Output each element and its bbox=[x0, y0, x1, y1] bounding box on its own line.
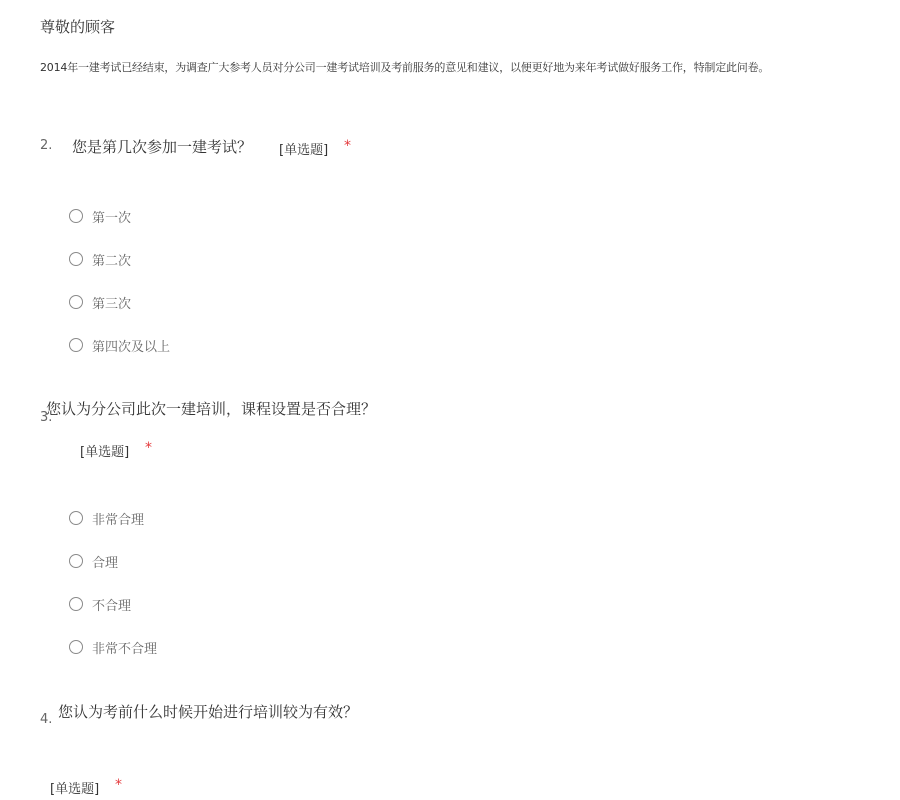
survey-intro: 2014年一建考试已经结束，为调查广大参考人员对分公司一建考试培训及考前服务的意见和建议，以便更好地为来年考试做好服务工作，特制定此问卷。 bbox=[40, 61, 770, 74]
question-title: 您认为分公司此次一建培训，课程设置是否合理？ bbox=[46, 400, 377, 418]
question-number: 3. bbox=[40, 410, 53, 425]
question-number: 4. bbox=[40, 712, 53, 727]
option-label: 第二次 bbox=[92, 253, 132, 269]
radio-button[interactable] bbox=[69, 295, 83, 309]
radio-button[interactable] bbox=[69, 252, 83, 266]
required-asterisk: * bbox=[344, 138, 351, 154]
question-type-label: [单选题] bbox=[80, 445, 130, 460]
option-label: 第三次 bbox=[92, 296, 132, 312]
radio-button[interactable] bbox=[69, 511, 83, 525]
option-very-unreasonable[interactable] bbox=[69, 637, 157, 657]
question-title: 您认为考前什么时候开始进行培训较为有效？ bbox=[58, 703, 359, 721]
radio-button[interactable] bbox=[69, 597, 83, 611]
option-label: 不合理 bbox=[92, 598, 132, 614]
radio-button[interactable] bbox=[69, 338, 83, 352]
option-unreasonable[interactable] bbox=[69, 594, 131, 614]
question-type-label: [单选题] bbox=[50, 782, 100, 797]
radio-button[interactable] bbox=[69, 640, 83, 654]
required-asterisk: * bbox=[145, 440, 152, 456]
question-title: 您是第几次参加一建考试？ bbox=[72, 138, 253, 156]
radio-button[interactable] bbox=[69, 554, 83, 568]
option-fourth-or-more[interactable] bbox=[69, 335, 170, 355]
option-second-time[interactable] bbox=[69, 249, 131, 269]
option-label: 第四次及以上 bbox=[92, 339, 171, 355]
option-reasonable[interactable] bbox=[69, 551, 118, 571]
option-first-time[interactable] bbox=[69, 206, 131, 226]
option-label: 第一次 bbox=[92, 210, 132, 226]
question-type-label: [单选题] bbox=[279, 143, 329, 158]
question-number: 2. bbox=[40, 138, 53, 153]
option-third-time[interactable] bbox=[69, 292, 131, 312]
option-label: 非常合理 bbox=[92, 512, 145, 528]
option-very-reasonable[interactable] bbox=[69, 508, 144, 528]
radio-button[interactable] bbox=[69, 209, 83, 223]
survey-greeting: 尊敬的顾客 bbox=[40, 18, 116, 36]
required-asterisk: * bbox=[115, 777, 122, 793]
option-label: 非常不合理 bbox=[92, 641, 158, 657]
option-label: 合理 bbox=[92, 555, 119, 571]
